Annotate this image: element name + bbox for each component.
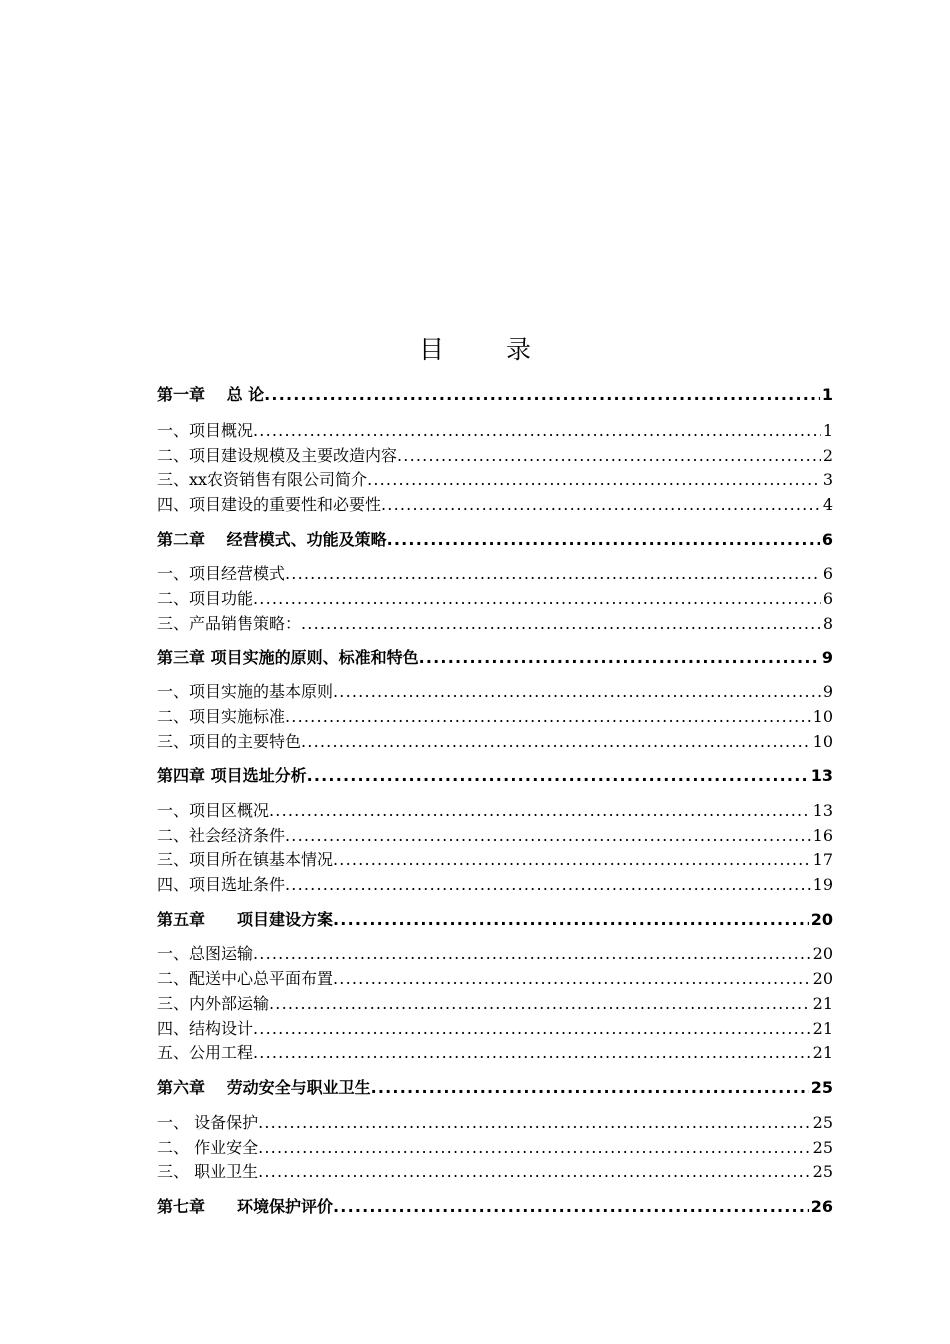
toc-entry-title: 四、项目建设的重要性和必要性	[157, 495, 382, 514]
toc-leader-dots	[333, 909, 809, 931]
toc-section-entry[interactable]	[157, 729, 833, 753]
toc-page-number: 9	[822, 682, 833, 701]
toc-page-number: 21	[812, 1019, 833, 1038]
toc-chapter-entry[interactable]	[157, 382, 833, 406]
toc-entry-title: 第六章 劳动安全与职业卫生	[157, 1078, 371, 1097]
toc-page-number: 20	[810, 910, 833, 929]
toc-leader-dots	[381, 494, 821, 516]
toc-section-entry[interactable]	[157, 872, 833, 896]
toc-page-number: 9	[821, 648, 833, 667]
toc-leader-dots	[333, 968, 811, 990]
toc-entry-title: 一、项目经营模式	[157, 564, 286, 583]
toc-entry-title: 第四章 项目选址分析	[157, 766, 307, 785]
toc-section-entry[interactable]	[157, 418, 833, 442]
toc-entry-title: 三、内外部运输	[157, 994, 270, 1013]
toc-page-number: 1	[822, 421, 833, 440]
toc-page-number: 21	[812, 994, 833, 1013]
toc-chapter-entry[interactable]	[157, 1075, 833, 1099]
toc-section-entry[interactable]	[157, 492, 833, 516]
toc-page-number: 10	[812, 732, 833, 751]
toc-entry-title: 第一章 总 论	[157, 385, 265, 404]
toc-page-number: 20	[812, 944, 833, 963]
toc-leader-dots	[301, 731, 811, 753]
toc-leader-dots	[333, 681, 821, 703]
toc-leader-dots	[258, 1112, 811, 1134]
toc-leader-dots	[253, 420, 821, 442]
toc-section-entry[interactable]	[157, 586, 833, 610]
toc-leader-dots	[258, 1137, 811, 1159]
toc-leader-dots	[333, 849, 811, 871]
toc-entry-title: 一、 设备保护	[157, 1113, 259, 1132]
toc-section-entry[interactable]	[157, 823, 833, 847]
toc-section-entry[interactable]	[157, 1135, 833, 1159]
toc-section-entry[interactable]	[157, 1159, 833, 1183]
toc-leader-dots	[269, 800, 811, 822]
toc-entry-title: 四、项目选址条件	[157, 875, 286, 894]
toc-page-number: 6	[822, 589, 833, 608]
toc-entry-title: 五、公用工程	[157, 1043, 254, 1062]
toc-page-number: 4	[822, 495, 833, 514]
toc-section-entry[interactable]	[157, 966, 833, 990]
toc-leader-dots	[285, 825, 811, 847]
toc-entry-title: 四、结构设计	[157, 1019, 254, 1038]
toc-entry-title: 第二章 经营模式、功能及策略	[157, 530, 387, 549]
toc-page-number: 19	[812, 875, 833, 894]
toc-page-number: 8	[822, 614, 833, 633]
toc-entry-title: 二、项目建设规模及主要改造内容	[157, 446, 398, 465]
toc-leader-dots	[269, 993, 811, 1015]
toc-leader-dots	[253, 1018, 811, 1040]
toc-entry-title: 一、项目概况	[157, 421, 254, 440]
toc-section-entry[interactable]	[157, 704, 833, 728]
toc-page-number: 13	[810, 766, 833, 785]
toc-page-number: 26	[810, 1197, 833, 1216]
toc-chapter-entry[interactable]	[157, 907, 833, 931]
toc-page-number: 1	[821, 385, 833, 404]
toc-chapter-entry[interactable]	[157, 1194, 833, 1218]
toc-leader-dots	[285, 563, 821, 585]
toc-entry-title: 一、项目区概况	[157, 801, 270, 820]
toc-leader-dots	[397, 445, 821, 467]
toc-page-number: 6	[822, 564, 833, 583]
toc-section-entry[interactable]	[157, 1040, 833, 1064]
toc-entry-title: 二、 作业安全	[157, 1138, 259, 1157]
toc-leader-dots	[333, 1196, 809, 1218]
toc-entry-title: 第七章 环境保护评价	[157, 1197, 334, 1216]
toc-leader-dots	[371, 1077, 809, 1099]
toc-title-char-2: 录	[506, 335, 532, 364]
toc-page-number: 20	[812, 969, 833, 988]
toc-section-entry[interactable]	[157, 991, 833, 1015]
toc-chapter-entry[interactable]	[157, 645, 833, 669]
toc-section-entry[interactable]	[157, 1110, 833, 1134]
toc-page-number: 2	[822, 446, 833, 465]
toc-entry-title: 三、xx农资销售有限公司简介	[157, 470, 368, 489]
toc-page-number: 25	[812, 1162, 833, 1181]
toc-entry-title: 三、 职业卫生	[157, 1162, 259, 1181]
toc-leader-dots	[285, 874, 811, 896]
toc-page-number: 25	[812, 1113, 833, 1132]
toc-title-char-1: 目	[418, 335, 444, 364]
toc-title	[0, 332, 950, 368]
toc-leader-dots	[258, 1161, 811, 1183]
toc-entry-title: 二、社会经济条件	[157, 826, 286, 845]
toc-page-number: 16	[812, 826, 833, 845]
toc-leader-dots	[285, 706, 811, 728]
toc-entry-title: 一、项目实施的基本原则	[157, 682, 334, 701]
toc-section-entry[interactable]	[157, 1016, 833, 1040]
toc-section-entry[interactable]	[157, 467, 833, 491]
toc-page-number: 17	[812, 850, 833, 869]
toc-chapter-entry[interactable]	[157, 763, 833, 787]
toc-page-number: 25	[810, 1078, 833, 1097]
toc-leader-dots	[253, 588, 821, 610]
toc-section-entry[interactable]	[157, 941, 833, 965]
toc-leader-dots	[307, 765, 809, 787]
toc-leader-dots	[253, 943, 811, 965]
toc-entry-title: 三、产品销售策略：	[157, 614, 302, 633]
toc-leader-dots	[419, 647, 820, 669]
toc-page-number: 21	[812, 1043, 833, 1062]
toc-page-number: 25	[812, 1138, 833, 1157]
toc-section-entry[interactable]	[157, 443, 833, 467]
toc-entry-title: 二、项目功能	[157, 589, 254, 608]
toc-section-entry[interactable]	[157, 679, 833, 703]
toc-page-number: 6	[821, 530, 833, 549]
toc-entry-title: 一、总图运输	[157, 944, 254, 963]
toc-entry-title: 第三章 项目实施的原则、标准和特色	[157, 648, 419, 667]
toc-leader-dots	[387, 529, 820, 551]
toc-page-number: 10	[812, 707, 833, 726]
toc-page-number: 13	[812, 801, 833, 820]
toc-entry-title: 第五章 项目建设方案	[157, 910, 334, 929]
toc-entry-title: 二、项目实施标准	[157, 707, 286, 726]
toc-section-entry[interactable]	[157, 611, 833, 635]
toc-section-entry[interactable]	[157, 798, 833, 822]
toc-entry-title: 二、配送中心总平面布置	[157, 969, 334, 988]
toc-leader-dots	[367, 469, 821, 491]
toc-leader-dots	[264, 384, 820, 406]
toc-section-entry[interactable]	[157, 847, 833, 871]
toc-chapter-entry[interactable]	[157, 527, 833, 551]
toc-entry-title: 三、项目的主要特色	[157, 732, 302, 751]
toc-page-number: 3	[822, 470, 833, 489]
toc-leader-dots	[253, 1042, 811, 1064]
toc-entry-title: 三、项目所在镇基本情况	[157, 850, 334, 869]
toc-leader-dots	[301, 613, 821, 635]
toc-section-entry[interactable]	[157, 561, 833, 585]
